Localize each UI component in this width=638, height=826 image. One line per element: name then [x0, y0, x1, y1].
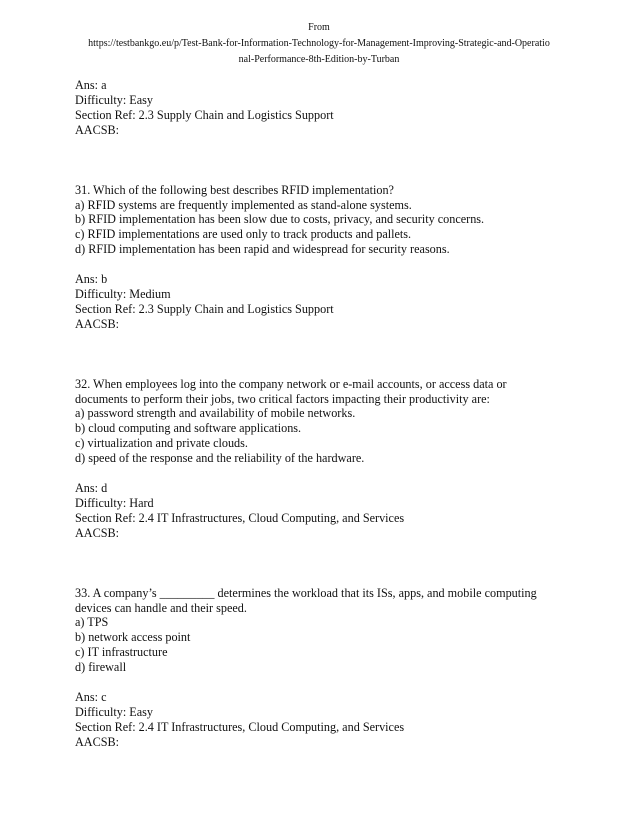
question-31	[75, 183, 595, 332]
aacsb: AACSB:	[75, 525, 120, 540]
answer: Ans: d	[75, 481, 108, 495]
answer: Ans: c	[75, 689, 107, 704]
question-text-line-1: 33. A company’s _________ determines the workload that its ISs, apps, and mobile computing	[75, 585, 537, 600]
option-b: b) network access point	[75, 630, 191, 645]
option-c: c) virtualization and private clouds.	[75, 436, 248, 451]
option-c: c) IT infrastructure	[75, 645, 168, 660]
option-b: b) cloud computing and software applications.	[75, 421, 302, 436]
question-text-line-2: documents to perform their jobs, two critical factors impacting their productivity are:	[75, 391, 490, 406]
option-c: c) RFID implementations are used only to track products and pallets.	[75, 227, 412, 242]
option-d: d) RFID implementation has been rapid and widespread for security reasons.	[75, 242, 450, 257]
section-ref: Section Ref: 2.4 IT Infrastructures, Cloud Computing, and Services	[75, 510, 405, 525]
aacsb: AACSB:	[75, 316, 120, 331]
difficulty: Difficulty: Medium	[75, 286, 171, 301]
source-url[interactable]	[40, 36, 598, 68]
question-32	[75, 377, 595, 541]
question-33	[75, 586, 595, 750]
source-header	[40, 20, 598, 68]
answer: Ans: b	[75, 272, 108, 287]
q30-answer-block	[75, 78, 595, 138]
option-b: b) RFID implementation has been slow due to costs, privacy, and security concerns.	[75, 212, 485, 227]
option-a: a) password strength and availability of mobile networks.	[75, 406, 356, 421]
question-text-line-2: devices can handle and their speed.	[75, 600, 247, 615]
question-text: 31. Which of the following best describes RFID implementation?	[75, 182, 394, 197]
difficulty: Difficulty: Easy	[75, 704, 153, 719]
option-d: d) speed of the response and the reliability of the hardware.	[75, 451, 365, 466]
source-url-line-2: nal-Performance-8th-Edition-by-Turban	[238, 54, 400, 65]
difficulty: Difficulty: Easy	[75, 92, 153, 107]
section-ref: Section Ref: 2.3 Supply Chain and Logistics Support	[75, 107, 334, 122]
difficulty: Difficulty: Hard	[75, 495, 154, 510]
document-body	[75, 78, 595, 750]
aacsb: AACSB:	[75, 122, 120, 137]
section-ref: Section Ref: 2.4 IT Infrastructures, Cloud Computing, and Services	[75, 719, 405, 734]
from-label: From	[308, 22, 330, 33]
option-a: a) RFID systems are frequently implemented as stand-alone systems.	[75, 197, 412, 212]
answer: Ans: a	[75, 78, 107, 92]
section-ref: Section Ref: 2.3 Supply Chain and Logistics Support	[75, 301, 334, 316]
option-a: a) TPS	[75, 615, 109, 630]
question-text-line-1: 32. When employees log into the company network or e-mail accounts, or access data or	[75, 376, 507, 391]
aacsb: AACSB:	[75, 734, 120, 749]
option-d: d) firewall	[75, 660, 127, 675]
source-url-line-1: https://testbankgo.eu/p/Test-Bank-for-Information-Technology-for-Management-Improving-Strategic-and-Operatio	[88, 38, 550, 49]
